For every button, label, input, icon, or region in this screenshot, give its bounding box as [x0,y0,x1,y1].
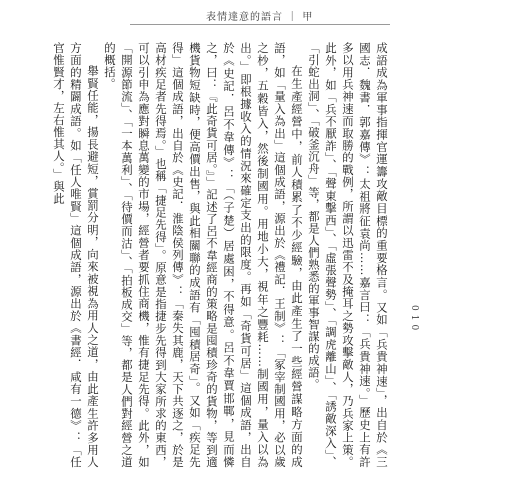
paragraph-personnel-idioms: 舉賢任能，揚長避短，賞罰分明，向來被視為用人之道，由此產生許多用人方面的精闢成語。如「任人唯賢」這個成語，源出於《書經．咸有一德》：「任官惟賢才，左右惟其人。」與此 [52,42,100,468]
running-head: 表情達意的語言 ｜ 甲 [206,12,314,23]
paragraph-business-idioms: 在生產經營中，前人積累了不少經驗，由此產生了一些經營謀略方面的成語，如「量入為出」這個成語，源出於《禮記．王制》：「冢宰制國用，必以歲之杪，五穀皆入，然後制國用。用地小大，視年之豐耗……制國用，量入以為出。」即根據收入的情況來確定支出的限度。再如「奇貨可居」這個成語，出自於《史記．呂不韋傳》：「（子楚）居處困，不得意。呂不韋賈邯鄲，見而憐之，曰：『此奇貨可居。』」記述了呂不韋經商的策略是囤積珍奇的貨物，等到適機貨物短缺時，便高價出售，與此相關聯的成語有「囤積居奇」。又如「疾足先得」這個成語，出自於《史記．淮陰侯列傳》：「秦失其鹿，天下共逐之，於是高材疾足者先得焉。」也稱「捷足先得」。原意是指捷步先得到大家所求的東西，可以引申為應對瞬息萬變的市場，經營者要抓住商機，惟有捷足先得。此外，如「開源節流」、「一本萬利」、「待價而沽」、「拍板成交」等，都是人們對經營之道的概括。 [103,42,304,468]
header-rule [130,24,390,25]
body-text [52,42,390,468]
page-number: 010 [409,305,419,335]
paragraph-military-idioms: 成語成為軍事指揮官運籌攻敵目標的重要格言。又如「兵貴神速」，出自於《三國志．魏書．郭嘉傳》：太祖將征袁尚……嘉言曰：「兵貴神速。」歷史上有許多以用兵神速而取勝的戰例，所謂以迅雷不及掩耳之勢攻擊敵人，乃兵家上策。此外，如「兵不厭詐」、「聲東擊西」、「虛張聲勢」、「調虎離山」、「誘敵深入」、「引蛇出洞」、「破釜沉舟」等，都是人們熟悉的軍事智謀的成語。 [307,42,389,468]
